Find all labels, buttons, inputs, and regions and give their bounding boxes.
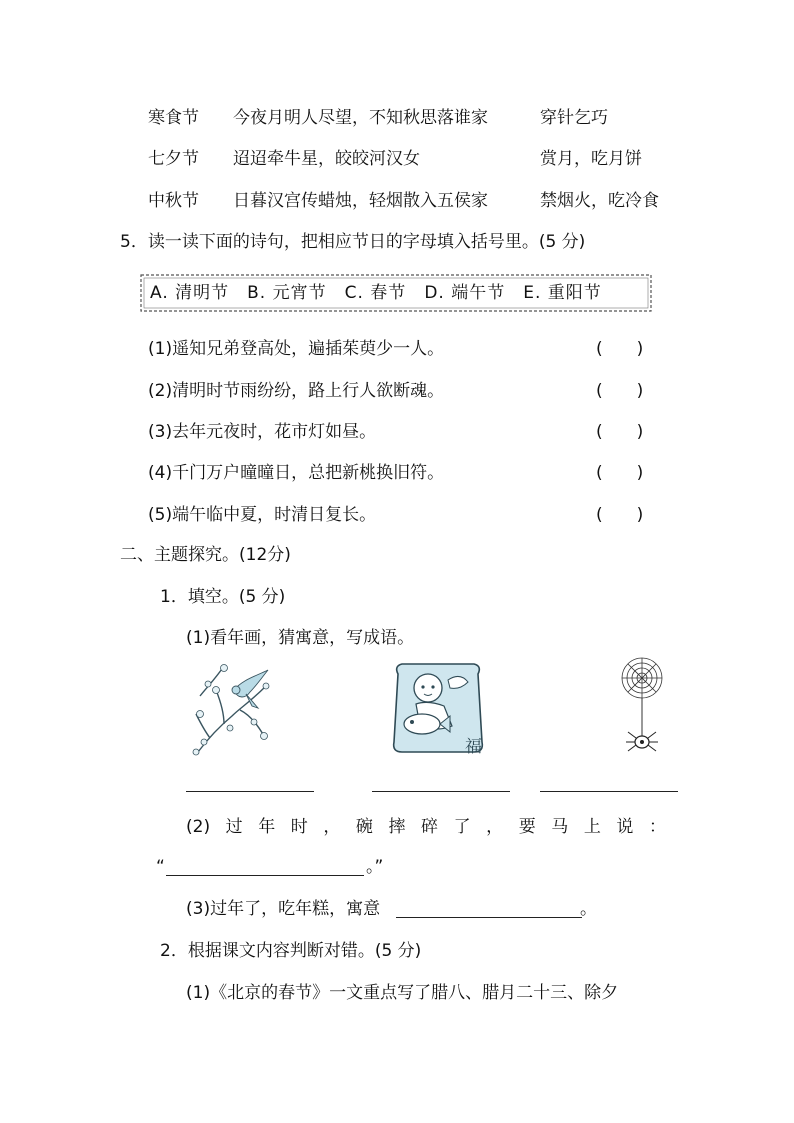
answer-blank-5[interactable] bbox=[396, 917, 582, 918]
answer-blank-1[interactable] bbox=[186, 791, 314, 792]
sub2-char: 碎 bbox=[421, 817, 439, 837]
poem-text: 日暮汉宫传蜡烛，轻烟散入五侯家 bbox=[233, 191, 488, 211]
option-c: C. 春节 bbox=[344, 283, 407, 303]
q5-item-5: (5)端午临中夏，时清日复长。 bbox=[148, 505, 377, 525]
s2-q1-sub2 bbox=[186, 816, 666, 838]
plum-magpie-icon bbox=[190, 656, 274, 760]
custom-text: 赏月，吃月饼 bbox=[540, 149, 642, 169]
sub2-char: 说 bbox=[616, 817, 634, 837]
spider-web-icon bbox=[614, 656, 670, 754]
festival-label: 中秋节 bbox=[148, 191, 199, 211]
open-quote: “ bbox=[156, 857, 165, 877]
answer-paren[interactable]: ( ) bbox=[596, 505, 644, 525]
sub2-char: 碗 bbox=[355, 817, 373, 837]
answer-paren[interactable]: ( ) bbox=[596, 422, 644, 442]
option-b: B. 元宵节 bbox=[247, 283, 327, 303]
section-2-title: 二、主题探究。(12分) bbox=[120, 545, 291, 565]
sub2-char: 要 bbox=[518, 817, 536, 837]
answer-paren[interactable]: ( ) bbox=[596, 381, 644, 401]
s2-q1-sub3: (3)过年了，吃年糕，寓意 bbox=[186, 899, 381, 919]
answer-paren[interactable]: ( ) bbox=[596, 463, 644, 483]
sub2-char: ， bbox=[323, 817, 341, 837]
festival-label: 寒食节 bbox=[148, 108, 199, 128]
s2-q2-title: 2．根据课文内容判断对错。(5 分) bbox=[160, 941, 422, 961]
answer-blank-2[interactable] bbox=[372, 791, 510, 792]
sub2-char: 时 bbox=[290, 817, 308, 837]
poem-text: 今夜月明人尽望，不知秋思落谁家 bbox=[233, 108, 488, 128]
sub2-char: 过 bbox=[225, 817, 243, 837]
close-quote: 。” bbox=[366, 857, 384, 877]
sub3-end: 。 bbox=[580, 899, 597, 919]
sub2-char: 了 bbox=[453, 817, 471, 837]
s2-q2-sub1: (1)《北京的春节》一文重点写了腊八、腊月二十三、除夕 bbox=[186, 983, 619, 1003]
options-box bbox=[138, 272, 654, 314]
sub2-char: 上 bbox=[583, 817, 601, 837]
answer-paren[interactable]: ( ) bbox=[596, 339, 644, 359]
poem-text: 迢迢牵牛星，皎皎河汉女 bbox=[233, 149, 420, 169]
sub2-char: ： bbox=[648, 817, 666, 837]
answer-blank-3[interactable] bbox=[540, 791, 678, 792]
options-list bbox=[150, 282, 620, 304]
option-e: E. 重阳节 bbox=[523, 283, 602, 303]
q5-item-1: (1)遥知兄弟登高处，遍插茱萸少一人。 bbox=[148, 339, 445, 359]
sub2-char: (2) bbox=[186, 817, 211, 837]
festival-label: 七夕节 bbox=[148, 149, 199, 169]
fu-character: 福 bbox=[465, 737, 482, 757]
sub2-char: 年 bbox=[258, 817, 276, 837]
s2-q1-sub1: (1)看年画，猜寓意，写成语。 bbox=[186, 628, 415, 648]
custom-text: 禁烟火，吃冷食 bbox=[540, 191, 659, 211]
sub2-char: 马 bbox=[551, 817, 569, 837]
s2-q1-title: 1．填空。(5 分) bbox=[160, 587, 286, 607]
sub2-char: ， bbox=[486, 817, 504, 837]
q5-item-4: (4)千门万户曈曈日，总把新桃换旧符。 bbox=[148, 463, 445, 483]
question-5-title: 5．读一读下面的诗句，把相应节日的字母填入括号里。(5 分) bbox=[120, 232, 586, 252]
option-d: D. 端午节 bbox=[424, 283, 506, 303]
answer-blank-4[interactable] bbox=[166, 875, 364, 876]
q5-item-3: (3)去年元夜时，花市灯如昼。 bbox=[148, 422, 377, 442]
option-a: A. 清明节 bbox=[150, 283, 230, 303]
sub2-char: 摔 bbox=[388, 817, 406, 837]
q5-item-2: (2)清明时节雨纷纷，路上行人欲断魂。 bbox=[148, 381, 445, 401]
custom-text: 穿针乞巧 bbox=[540, 108, 608, 128]
